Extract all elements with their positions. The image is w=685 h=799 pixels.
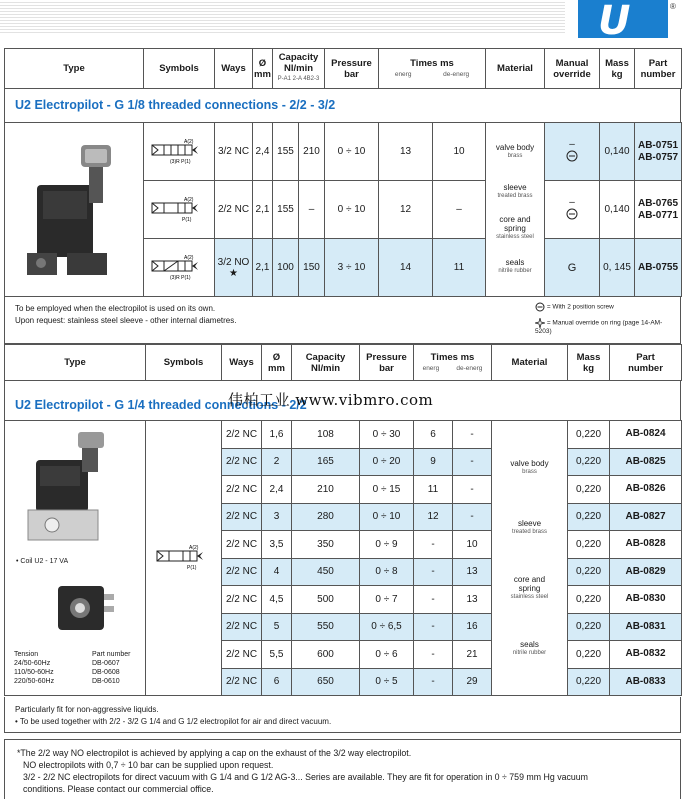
mat-spring: spring [504, 224, 526, 233]
th-dia [262, 345, 292, 381]
cell-mass: 0,140 [600, 123, 635, 181]
cell-energ: - [414, 531, 453, 559]
cell-capacity: 108 [292, 421, 360, 449]
symbol-label-p: P(1) [182, 216, 192, 223]
cell-pressure: 0 ÷ 30 [360, 421, 414, 449]
mat-seals: seals [520, 639, 539, 649]
th-part-label2: number [628, 362, 663, 374]
table1-notes [4, 296, 681, 344]
cell-part: AB-0828 [610, 531, 682, 559]
cell-mass: 0,220 [568, 421, 610, 449]
electropilot-photo-icon [22, 432, 132, 542]
th-part [610, 345, 682, 381]
tension-part: DB-0607 [92, 660, 120, 667]
th-dia [253, 49, 273, 89]
cell-cap2: 150 [299, 239, 325, 297]
cell-capacity: 500 [292, 586, 360, 614]
cell-dia: 3,5 [262, 531, 292, 559]
cell-deenerg: 16 [453, 613, 492, 641]
cell-deenerg: 21 [453, 641, 492, 669]
mat-nitrile: nitrile rubber [512, 649, 547, 656]
cell-cap2: 210 [299, 123, 325, 181]
th-symbols: Symbols [146, 345, 222, 381]
header-stripes [0, 0, 565, 34]
th-material: Material [486, 49, 545, 89]
screw-position-icon [535, 302, 545, 312]
tension-table [14, 650, 144, 686]
mat-sleeve: sleeve [503, 183, 527, 192]
symbol-label-a: A(2) [184, 254, 194, 261]
cell-ways: 2/2 NC [222, 421, 262, 449]
th-part-label2: number [640, 68, 676, 80]
part-number: AB-0751 [637, 139, 679, 151]
cell-capacity: 650 [292, 668, 360, 696]
th-ways: Ways [215, 49, 253, 89]
legend-screw [535, 302, 614, 312]
mat-spring: spring [518, 583, 541, 593]
cell-ways [215, 239, 253, 297]
tension-part-header: Part number [92, 651, 131, 658]
cell-part: AB-0755 [635, 239, 682, 297]
symbol-label-a: A(2) [184, 138, 194, 145]
footnote-line: conditions. Please contact our commercial office. [23, 784, 214, 794]
symbol-2-2-nc [144, 181, 215, 239]
cell-pressure: 0 ÷ 6 [360, 641, 414, 669]
cell-ways: 2/2 NC [215, 181, 253, 239]
cell-pressure: 0 ÷ 10 [325, 123, 379, 181]
cell-ways: 2/2 NC [222, 503, 262, 531]
cell-energ: 12 [414, 503, 453, 531]
cell-dia: 2,4 [262, 476, 292, 504]
cell-dia: 3 [262, 503, 292, 531]
cell-energ: - [414, 668, 453, 696]
part-number-alt: AB-0757 [637, 151, 679, 163]
cell-ways: 2/2 NC [222, 448, 262, 476]
th-capacity-label: Capacity [278, 52, 319, 63]
section2-title-text: U2 Electropilot - G 1/4 threaded connections - 2/2 [15, 398, 307, 412]
tension-header: Tension [14, 651, 39, 658]
cell-dia: 2,1 [253, 181, 273, 239]
th-deenerg: de-energ [443, 70, 470, 78]
coil-label: • Coil U2 - 17 VA [16, 558, 69, 565]
th-pressure [360, 345, 414, 381]
registered-mark: ® [670, 2, 676, 11]
valve-symbol-icon [148, 195, 210, 225]
cell-manual [545, 181, 600, 239]
cell-mass: 0,220 [568, 476, 610, 504]
symbol-label-a: A(2) [184, 196, 194, 203]
cell-dia: 4 [262, 558, 292, 586]
cell-pressure: 0 ÷ 5 [360, 668, 414, 696]
cell-part: AB-0826 [610, 476, 682, 504]
cell-dia: 5 [262, 613, 292, 641]
cell-pressure: 0 ÷ 6,5 [360, 613, 414, 641]
note-line: To be employed when the electropilot is used on its own. [15, 304, 216, 313]
cell-mass: 0,220 [568, 586, 610, 614]
th-capacity-unit: Nl/min [310, 362, 341, 374]
th-dia-symbol: Ø [272, 351, 281, 363]
cell-energ: - [414, 558, 453, 586]
footnotes [4, 739, 681, 799]
cell-part: AB-0827 [610, 503, 682, 531]
th-capacity [292, 345, 360, 381]
symbol-label-a: A(2) [188, 545, 198, 551]
cell-cap1: 155 [273, 181, 299, 239]
manual-dash: – [569, 196, 575, 208]
cell-deenerg: 13 [453, 558, 492, 586]
cell-dia: 2,4 [253, 123, 273, 181]
symbol-label-rp: (3)R P(1) [170, 158, 191, 165]
cell-part: AB-0830 [610, 586, 682, 614]
th-energ: energ [422, 364, 440, 372]
part-number-alt: AB-0771 [637, 209, 679, 221]
cell-part: AB-0831 [610, 613, 682, 641]
screw-position-icon [566, 208, 578, 220]
mat-valve-body: valve body [495, 143, 535, 152]
th-part-label: Part [648, 57, 668, 69]
cell-deenerg: – [433, 181, 486, 239]
cell-mass: 0,220 [568, 613, 610, 641]
cell-part [635, 123, 682, 181]
ways-value: 3/2 NO [217, 256, 250, 268]
cell-dia: 4,5 [262, 586, 292, 614]
electropilot-g14-photo [22, 432, 132, 547]
cell-ways: 2/2 NC [222, 531, 262, 559]
cell-ways: 2/2 NC [222, 613, 262, 641]
cell-dia: 6 [262, 668, 292, 696]
cell-materials [486, 123, 545, 297]
cell-deenerg: 10 [433, 123, 486, 181]
cell-energ: 12 [379, 181, 433, 239]
cell-energ: 13 [379, 123, 433, 181]
star-mark: ★ [229, 267, 238, 279]
th-symbols: Symbols [144, 49, 215, 89]
th-capacity [273, 49, 325, 89]
cell-dia: 2 [262, 448, 292, 476]
cell-mass: 0,220 [568, 641, 610, 669]
th-ways: Ways [222, 345, 262, 381]
th-part [635, 49, 682, 89]
cell-manual [545, 123, 600, 181]
th-dia-symbol: Ø [258, 57, 267, 69]
mat-core: core and [499, 215, 531, 224]
th-mass-label: Mass [576, 351, 601, 363]
cell-energ: 14 [379, 239, 433, 297]
th-pressure-unit: bar [379, 362, 394, 374]
cell-mass: 0,220 [568, 448, 610, 476]
note-line: Particularly fit for non-aggressive liquids. [15, 705, 159, 714]
cell-mass: 0,220 [568, 668, 610, 696]
cell-deenerg: 11 [433, 239, 486, 297]
cell-capacity: 280 [292, 503, 360, 531]
cell-capacity: 450 [292, 558, 360, 586]
cell-energ: - [414, 586, 453, 614]
coil-photo [50, 576, 120, 643]
mat-stainless: stainless steel [510, 593, 549, 600]
symbol-2-2-nc [146, 421, 222, 696]
cell-capacity: 600 [292, 641, 360, 669]
cell-ways: 3/2 NC [215, 123, 253, 181]
cell-ways: 2/2 NC [222, 668, 262, 696]
brand-logo [578, 0, 668, 44]
cell-pressure: 0 ÷ 10 [360, 503, 414, 531]
valve-symbol-icon [148, 253, 210, 283]
th-dia-unit: mm [268, 362, 285, 374]
tension-voltage: 24/50-60Hz [14, 660, 51, 667]
cell-deenerg: - [453, 503, 492, 531]
footnote-line: 3/2 - 2/2 NC electropilots for direct vacuum with G 1/4 and G 1/2 AG-3... Series are available. They are fit for operation in 0 ÷ 759 mm Hg vacuum [23, 772, 588, 782]
th-type: Type [5, 49, 144, 89]
cell-capacity: 550 [292, 613, 360, 641]
th-material: Material [492, 345, 568, 381]
tension-part: DB-0610 [92, 678, 120, 685]
tension-part: DB-0608 [92, 669, 120, 676]
th-type: Type [5, 345, 146, 381]
product-image-cell [5, 123, 144, 297]
th-times-label: Times ms [430, 351, 475, 363]
th-capacity-label: Capacity [305, 351, 346, 363]
cell-mass: 0, 145 [600, 239, 635, 297]
symbol-3-2-no [144, 239, 215, 297]
mat-nitrile: nitrile rubber [498, 268, 532, 274]
cell-cap2: – [299, 181, 325, 239]
legend-ring [535, 318, 675, 336]
cell-mass: 0,220 [568, 503, 610, 531]
cell-deenerg: - [453, 421, 492, 449]
th-energ: energ [394, 70, 412, 78]
th-deenerg: de-energ [456, 364, 483, 372]
part-number: AB-0765 [637, 197, 679, 209]
mat-sleeve: sleeve [517, 518, 542, 528]
cell-pressure: 0 ÷ 15 [360, 476, 414, 504]
mat-brass: brass [522, 468, 537, 475]
th-pressure [325, 49, 379, 89]
cell-energ: 6 [414, 421, 453, 449]
symbol-label-rp: (3)R P(1) [170, 274, 191, 281]
watermark-text: 伟柏工业 www.vibmro.com [228, 391, 434, 409]
section1-title [4, 88, 681, 122]
cell-deenerg: - [453, 476, 492, 504]
cell-part: AB-0825 [610, 448, 682, 476]
cell-cap1: 100 [273, 239, 299, 297]
th-part-label: Part [636, 351, 655, 363]
cell-energ: 9 [414, 448, 453, 476]
note-line: • To be used together with 2/2 - 3/2 G 1/4 and G 1/2 electropilot for air and direct vacuum. [15, 717, 332, 726]
cell-deenerg: - [453, 448, 492, 476]
mat-valve-body: valve body [510, 458, 549, 468]
th-times [414, 345, 492, 381]
symbol-label-p: P(1) [186, 565, 196, 571]
mat-treated-brass: treated brass [497, 193, 533, 199]
cell-ways: 2/2 NC [222, 641, 262, 669]
cell-mass: 0,220 [568, 558, 610, 586]
mat-treated-brass: treated brass [511, 528, 548, 535]
cell-manual: G [545, 239, 600, 297]
valve-symbol-icon [153, 543, 215, 573]
manual-ring-icon [535, 318, 545, 328]
cell-ways: 2/2 NC [222, 476, 262, 504]
cell-part [635, 181, 682, 239]
footnote-line: NO electropilots with 0,7 ÷ 10 bar can be supplied upon request. [23, 760, 274, 770]
legend-screw-text: = With 2 position screw [546, 303, 614, 311]
cell-energ: - [414, 641, 453, 669]
cell-dia: 1,6 [262, 421, 292, 449]
cell-dia: 5,5 [262, 641, 292, 669]
table1-header [4, 48, 682, 89]
cell-part: AB-0833 [610, 668, 682, 696]
th-pressure-unit: bar [344, 68, 359, 80]
cell-cap1: 155 [273, 123, 299, 181]
cell-pressure: 3 ÷ 10 [325, 239, 379, 297]
cell-deenerg: 13 [453, 586, 492, 614]
cell-energ: 11 [414, 476, 453, 504]
valve-symbol-icon [148, 137, 210, 167]
th-mass-unit: kg [611, 68, 623, 80]
th-capacity-sub: P-A1 2-A 4B2-3 [277, 76, 320, 82]
table1-row [5, 123, 682, 181]
th-pressure-label: Pressure [366, 351, 407, 363]
th-mass-unit: kg [582, 362, 595, 374]
cell-capacity: 350 [292, 531, 360, 559]
tension-voltage: 220/50-60Hz [14, 678, 55, 685]
cell-dia: 2,1 [253, 239, 273, 297]
note-line: Upon request: stainless steel sleeve - other internal diametres. [15, 316, 237, 325]
tension-voltage: 110/50-60Hz [14, 669, 54, 676]
table2-header [4, 344, 682, 381]
legend-ring-text: = Manual override on ring (page 14-AM-5203) [535, 319, 663, 335]
manual-dash: – [569, 138, 575, 150]
cell-part: AB-0824 [610, 421, 682, 449]
table1-body [4, 122, 682, 297]
cell-ways: 2/2 NC [222, 558, 262, 586]
cell-pressure: 0 ÷ 10 [325, 181, 379, 239]
th-manual-label2: override [553, 68, 591, 80]
electropilot-photo-icon [19, 133, 129, 283]
cell-pressure: 0 ÷ 7 [360, 586, 414, 614]
screw-position-icon [566, 150, 578, 162]
section1-title-text: U2 Electropilot - G 1/8 threaded connections - 2/2 - 3/2 [15, 98, 336, 112]
th-manual [545, 49, 600, 89]
th-pressure-label: Pressure [331, 57, 372, 69]
th-manual-label: Manual [555, 57, 589, 69]
th-times-label: Times ms [410, 57, 454, 69]
mat-stainless: stainless steel [496, 234, 534, 240]
cell-mass: 0,140 [600, 181, 635, 239]
coil-icon [50, 576, 120, 638]
cell-deenerg: 10 [453, 531, 492, 559]
th-capacity-unit: Nl/min [283, 63, 314, 74]
cell-pressure: 0 ÷ 8 [360, 558, 414, 586]
cell-energ: - [414, 613, 453, 641]
symbol-3-2-nc [144, 123, 215, 181]
header-strip [0, 0, 685, 44]
cell-mass: 0,220 [568, 531, 610, 559]
mat-core: core and [513, 574, 546, 584]
cell-materials [492, 421, 568, 696]
th-mass-label: Mass [605, 57, 629, 69]
th-times [379, 49, 486, 89]
cell-part: AB-0832 [610, 641, 682, 669]
cell-pressure: 0 ÷ 20 [360, 448, 414, 476]
th-mass [600, 49, 635, 89]
footnote-line: *The 2/2 way NO electropilot is achieved by applying a cap on the exhaust of the 3/2 way electropilot. [17, 748, 412, 758]
logo-u-icon: U [598, 0, 631, 44]
cell-capacity: 210 [292, 476, 360, 504]
cell-capacity: 165 [292, 448, 360, 476]
table2-notes [4, 697, 681, 733]
cell-pressure: 0 ÷ 9 [360, 531, 414, 559]
th-dia-unit: mm [254, 68, 271, 80]
mat-brass: brass [507, 153, 523, 159]
mat-seals: seals [505, 258, 525, 267]
cell-deenerg: 29 [453, 668, 492, 696]
th-mass [568, 345, 610, 381]
cell-part: AB-0829 [610, 558, 682, 586]
cell-ways: 2/2 NC [222, 586, 262, 614]
